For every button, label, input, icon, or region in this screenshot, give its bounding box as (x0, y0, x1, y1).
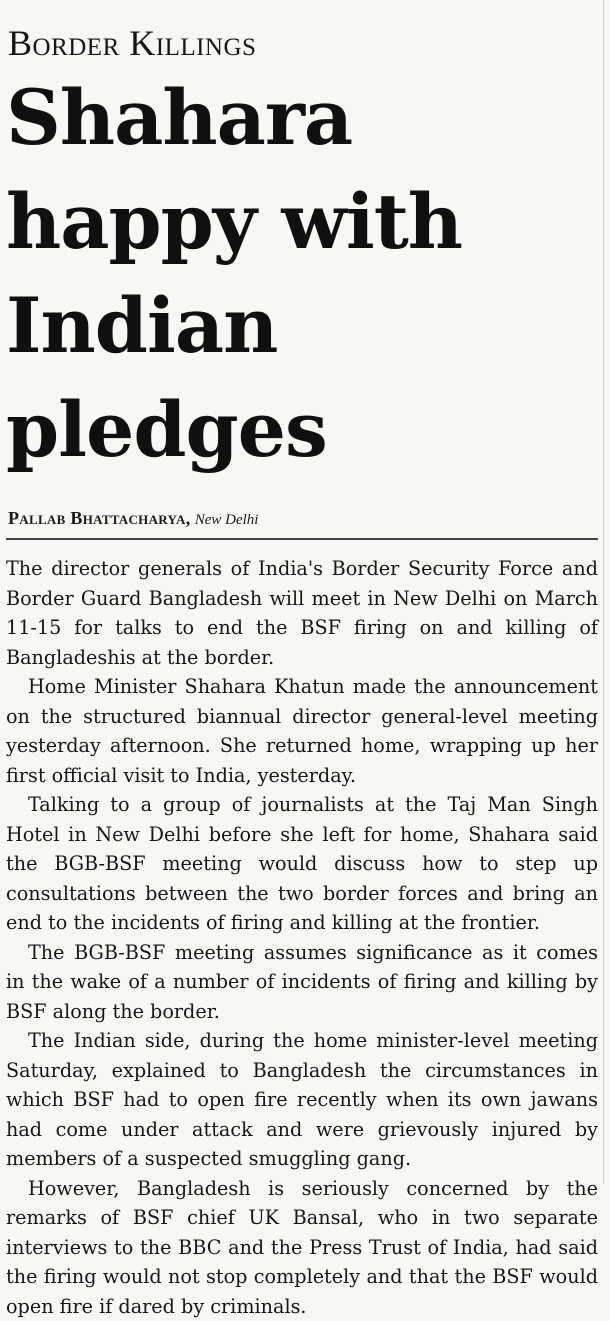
article-kicker: Border Killings (8, 18, 598, 68)
byline-separator: , (186, 508, 191, 528)
body-paragraph: However, Bangladesh is seriously concerned by the remarks of BSF chief UK Bansal, who in two separate interviews to the BBC and the Press Trust of India, had said the firing would not stop completely and that the BSF would open fire if dared by criminals. (6, 1174, 598, 1321)
body-paragraph: The Indian side, during the home minister-level meeting Saturday, explained to Bangladesh the circumstances in which BSF had to open fire recently when its own jawans had come under attack and were grievously injured by members of a suspected smuggling gang. (6, 1026, 598, 1174)
byline-divider (6, 538, 598, 540)
body-paragraph: Talking to a group of journalists at the Taj Man Singh Hotel in New Delhi before she left for home, Shahara said the BGB-BSF meeting would discuss how to step up consultations between the two border forces and bring an end to the incidents of firing and killing at the frontier. (6, 790, 598, 938)
byline-author: Pallab Bhattacharya (8, 508, 186, 528)
body-paragraph: Home Minister Shahara Khatun made the announcement on the structured biannual director general-level meeting yesterday afternoon. She returned home, wrapping up her first official visit to India, yesterday. (6, 672, 598, 790)
byline-location: New Delhi (195, 512, 259, 528)
article-headline: Shahara happy with Indian pledges (6, 66, 598, 482)
article-byline (8, 508, 598, 529)
article-body (6, 554, 598, 1321)
column-rule (603, 0, 604, 1184)
body-paragraph: The BGB-BSF meeting assumes significance as it comes in the wake of a number of incidents of firing and killing by BSF along the border. (6, 938, 598, 1027)
body-paragraph: The director generals of India's Border Security Force and Border Guard Bangladesh will meet in New Delhi on March 11-15 for talks to end the BSF firing on and killing of Bangladeshis at the border. (6, 554, 598, 672)
news-article (6, 0, 598, 1321)
